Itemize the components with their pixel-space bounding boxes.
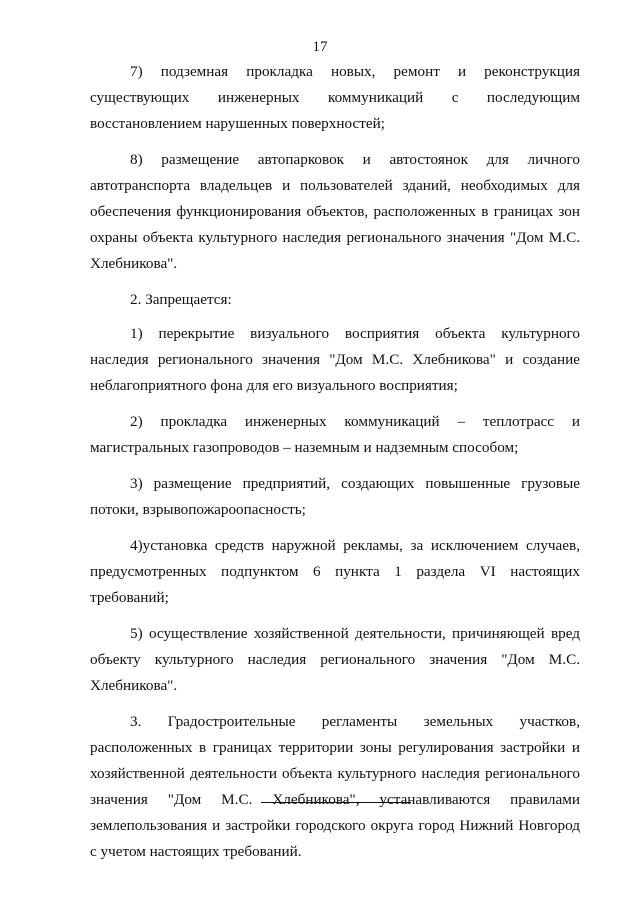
page-number: 17: [312, 39, 328, 55]
paragraph-prohibition-4-outdoor-advertising: 4)установка средств наружной рекламы, за исключением случаев, предусмотренных подпунктом 6 пункта 1 раздела VI настоящих требований;: [90, 537, 580, 606]
paragraph-prohibition-3-heavy-traffic: 3) размещение предприятий, создающих повышенные грузовые потоки, взрывопожароопасность;: [90, 475, 580, 518]
paragraph-prohibition-1-visual-obstruction: 1) перекрытие визуального восприятия объекта культурного наследия регионального значения "Дом М.С. Хлебникова" и создание неблагоприятного фона для его визуального восприятия;: [90, 325, 580, 394]
paragraph-item-8-parking: 8) размещение автопарковок и автостоянок для личного автотранспорта владельцев и пользователей зданий, необходимых для обеспечения функционирования объектов, расположенных в границах зон охраны объекта культурного наследия регионального значения "Дом М.С. Хлебникова".: [90, 151, 580, 272]
paragraph-prohibition-5-harmful-activity: 5) осуществление хозяйственной деятельности, причиняющей вред объекту культурного наследия регионального значения "Дом М.С. Хлебникова".: [90, 625, 580, 694]
document-body: [90, 59, 580, 875]
paragraph-section-3-urban-regulations: 3. Градостроительные регламенты земельных участков, расположенных в границах территории зоны регулирования застройки и хозяйственной деятельности объекта культурного наследия регионального значения "Дом М.С. Хлебникова", устанавливаются правилами землепользования и застройки городского округа город Нижний Новгород с учетом настоящих требований.: [90, 713, 580, 860]
paragraph-section-2-prohibited: 2. Запрещается:: [130, 291, 232, 308]
end-of-text-rule: [261, 802, 411, 803]
paragraph-prohibition-2-utility-laying: 2) прокладка инженерных коммуникаций – теплотрасс и магистральных газопроводов – наземным и надземным способом;: [90, 413, 580, 456]
paragraph-item-7-underground-utilities: 7) подземная прокладка новых, ремонт и реконструкция существующих инженерных коммуникаций с последующим восстановлением нарушенных поверхностей;: [90, 63, 580, 132]
